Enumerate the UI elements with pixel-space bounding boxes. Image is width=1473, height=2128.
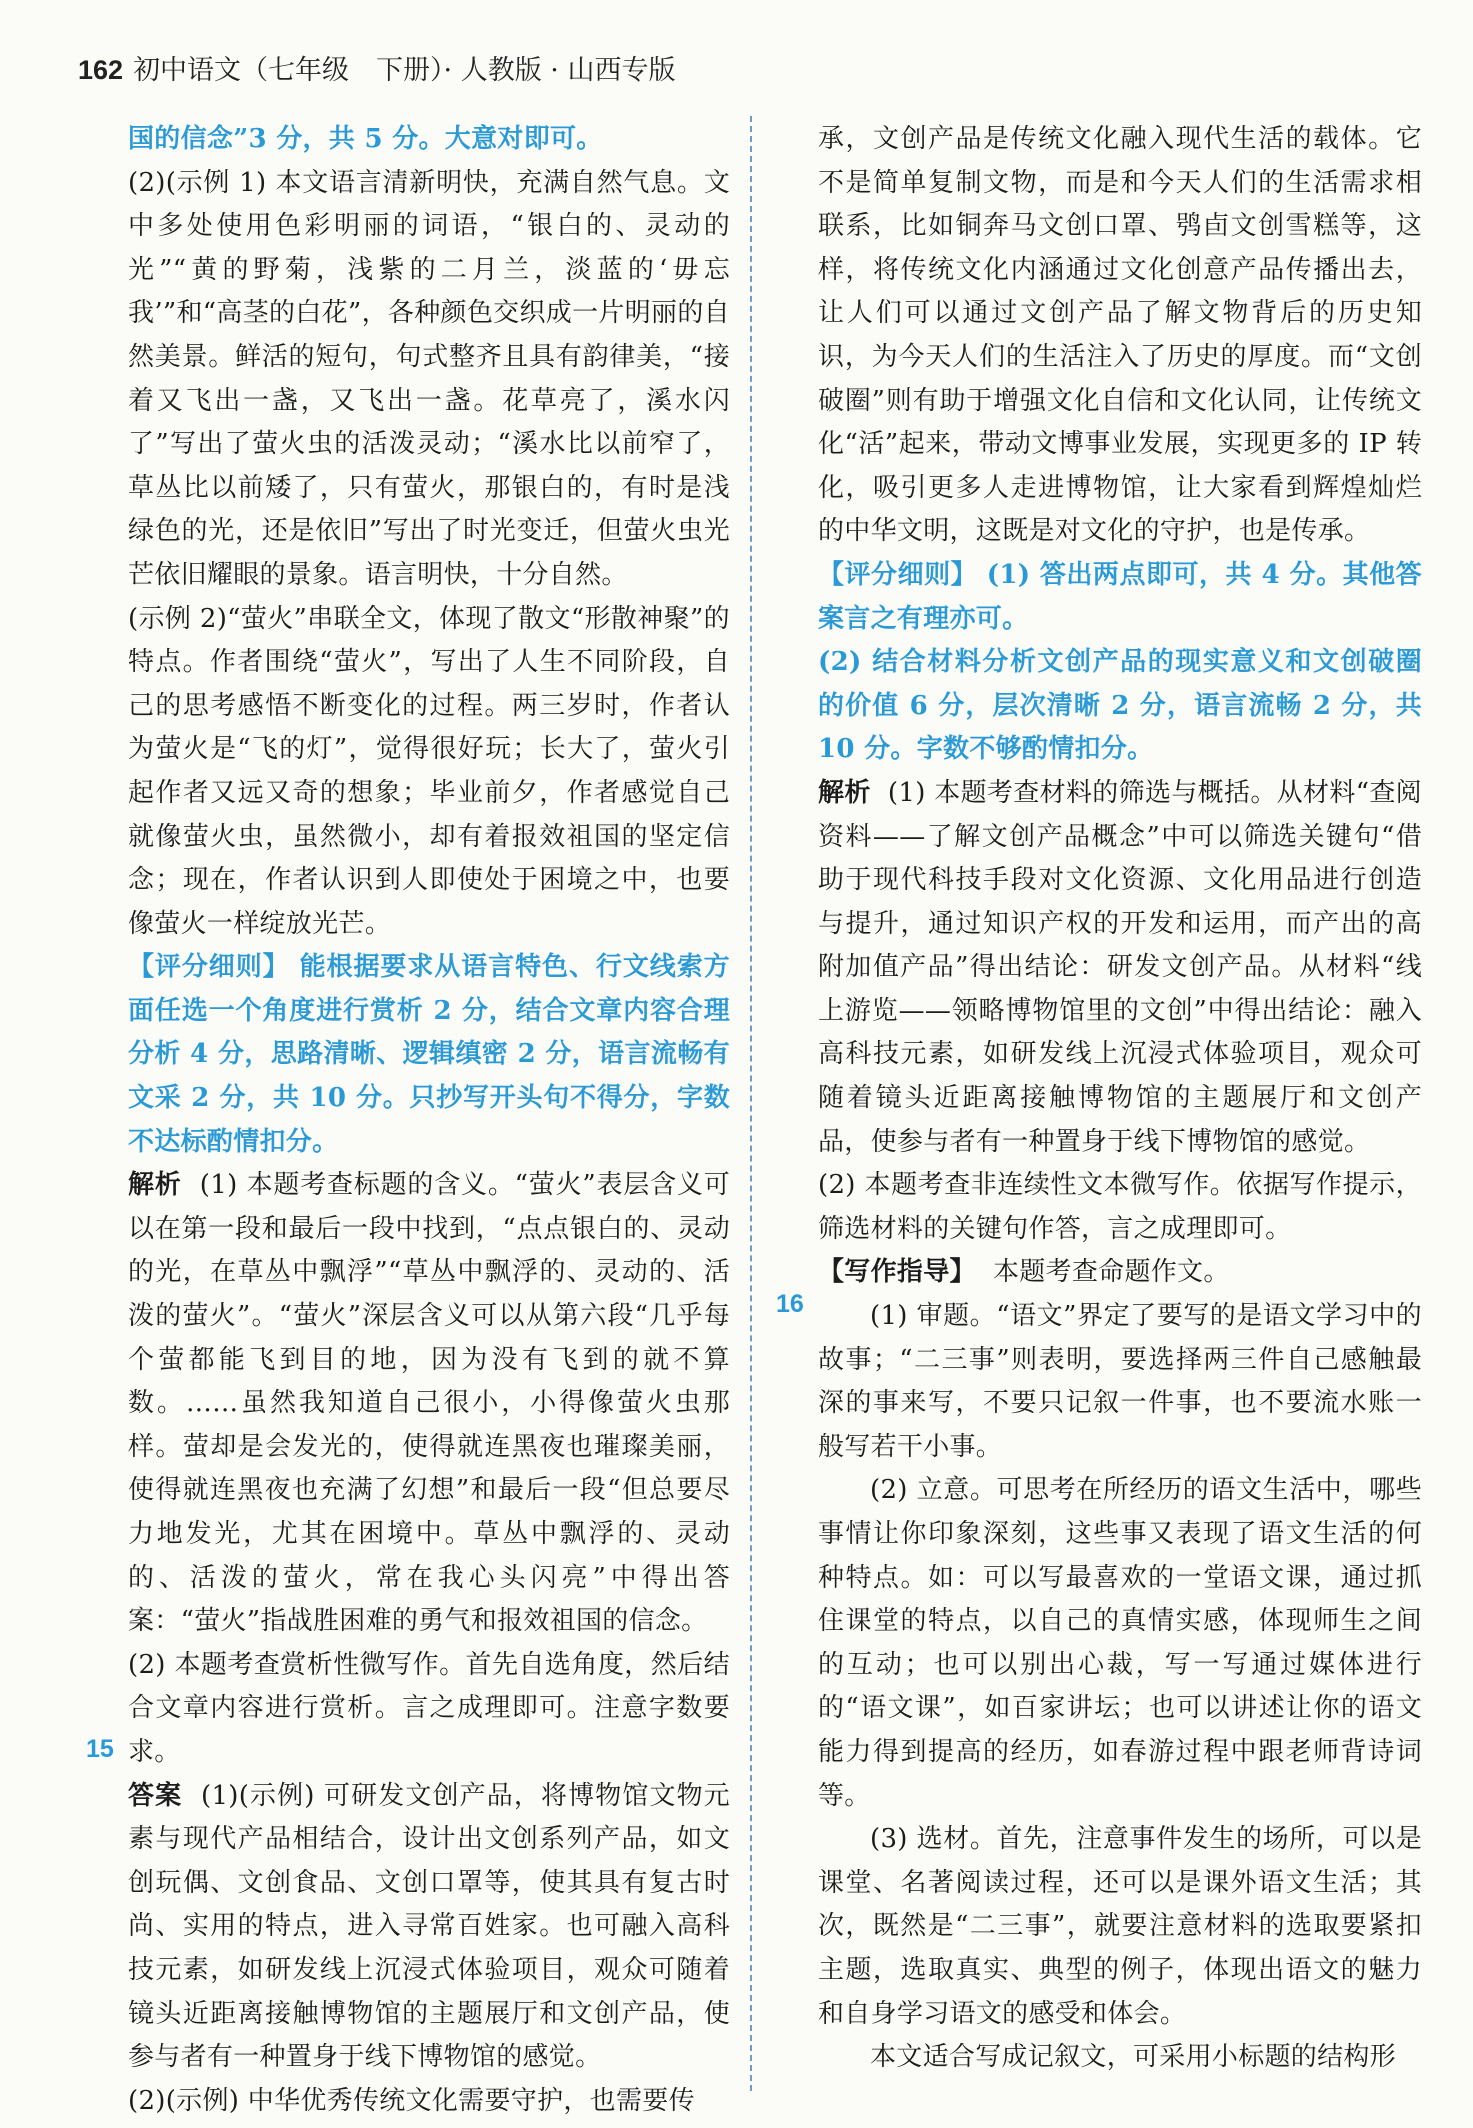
page-number: 162: [78, 55, 124, 85]
analysis-15-2: (2) 本题考查非连续性文本微写作。依据写作提示，筛选材料的关键句作答，言之成理即可。: [818, 1170, 1422, 1244]
column-divider: [750, 116, 752, 2091]
analysis-text: (1) 本题考查标题的含义。“萤火”表层含义可以在第一段和最后一段中找到，“点点银白的、灵动的光，在草丛中飘浮”“草丛中飘浮的、灵动的、活泼的萤火”。“萤火”深层含义可以从第六段“几乎每个萤都能飞到目的地，因为没有飞到的就不算数。……虽然我知道自己很小，小得像萤火虫那样。萤却是会发光的，使得就连黑夜也璀璨美丽，使得就连黑夜也充满了幻想”和最后一段“但总要尽力地发光，尤其在困境中。草丛中飘浮的、灵动的、活泼的萤火，常在我心头闪亮”中得出答案：“萤火”指战胜困难的勇气和报效祖国的信念。: [128, 1170, 731, 1637]
example-1: (2)(示例 1) 本文语言清新明快，充满自然气息。文中多处使用色彩明丽的词语，“银白的、灵动的光”“黄的野菊，浅紫的二月兰，淡蓝的‘毋忘我’”和“高茎的白花”，各种颜色交织成一片明丽的自然美景。鲜活的短句，句式整齐且具有韵律美，“接着又飞出一盏，又飞出一盏。花草亮了，溪水闪了”写出了萤火虫的活泼灵动；“溪水比以前窄了，草丛比以前矮了，只有萤火，那银白的，有时是浅绿色的光，还是依旧”写出了时光变迁，但萤火虫光芒依旧耀眼的景象。语言明快，十分自然。: [128, 167, 730, 590]
rubric-text-2: (2) 结合材料分析文创产品的现实意义和文创破圈的价值 6 分，层次清晰 2 分，语言流畅 2 分，共 10 分。字数不够酌情扣分。: [818, 647, 1422, 765]
analysis-2: (2) 本题考查赏析性微写作。首先自选角度，然后结合文章内容进行赏析。言之成理即可。注意字数要求。: [128, 1649, 730, 1767]
guide-step-2: (2) 立意。可思考在所经历的语文生活中，哪些事情让你印象深刻，这些事又表现了语文生活的何种特点。如：可以写最喜欢的一堂语文课，通过抓住课堂的特点，以自己的真情实感，体现师生之间的互动；也可以别出心裁，写一写通过媒体进行的“语文课”，如百家讲坛；也可以讲述让你的语文能力得到提高的经历，如春游过程中跟老师背诗词等。: [818, 1475, 1422, 1811]
page-header: [78, 48, 675, 88]
guide-intro: 本题考查命题作文。: [992, 1257, 1230, 1288]
example-2: (示例 2)“萤火”串联全文，体现了散文“形散神聚”的特点。作者围绕“萤火”，写出了人生不同阶段，自己的思考感悟不断变化的过程。两三岁时，作者认为萤火是“飞的灯”，觉得很好玩；长大了，萤火引起作者又远又奇的想象；毕业前夕，作者感觉自己就像萤火虫，虽然微小，却有着报效祖国的坚定信念；现在，作者认识到人即使处于困境之中，也要像萤火一样绽放光芒。: [128, 603, 730, 939]
analysis-text: (1) 本题考查材料的筛选与概括。从材料“查阅资料——了解文创产品概念”中可以筛选关键句“借助于现代科技手段对文化资源、文化用品进行创造与提升，通过知识产权的开发和运用，而产出的高附加值产品”得出结论：研发文创产品。从材料“线上游览——领略博物馆里的文创”中得出结论：融入高科技元素，如研发线上沉浸式体验项目，观众可随着镜头近距离接触博物馆的主题展厅和文创产品，使参与者有一种置身于线下博物馆的感觉。: [818, 777, 1422, 1157]
answer-continuation: 国的信念”3 分，共 5 分。大意对即可。: [128, 124, 603, 154]
answer-15-continued: 承，文创产品是传统文化融入现代生活的载体。它不是简单复制文物，而是和今天人们的生活需求相联系，比如铜奔马文创口罩、鸮卣文创雪糕等，这样，将传统文化内涵通过文化创意产品传播出去，让人们可以通过文创产品了解文物背后的历史知识，为今天人们的生活注入了历史的厚度。而“文创破圈”则有助于增强文化自信和文化认同，让传统文化“活”起来，带动文博事业发展，实现更多的 IP 转化，吸引更多人走进博物馆，让大家看到辉煌灿烂的中华文明，这既是对文化的守护，也是传承。: [818, 124, 1422, 547]
question-16-number: 16: [776, 1290, 804, 1318]
guide-step-4: 本文适合写成记叙文，可采用小标题的结构形: [870, 2042, 1397, 2073]
answer-tag: 答案: [128, 1780, 183, 1811]
answer-text: (1)(示例) 可研发文创产品，将博物馆文物元素与现代产品相结合，设计出文创系列产品，如文创玩偶、文创食品、文创口罩等，使其具有复古时尚、实用的特点，进入寻常百姓家。也可融入高科技元素，如研发线上沉浸式体验项目，观众可随着镜头近距离接触博物馆的主题展厅和文创产品，使参与者有一种置身于线下博物馆的感觉。: [128, 1780, 730, 2073]
guide-tag: 【写作指导】: [818, 1257, 976, 1288]
rubric-text-1: (1) 答出两点即可，共 4 分。其他答案言之有理亦可。: [818, 559, 1422, 634]
guide-step-3: (3) 选材。首先，注意事件发生的场所，可以是课堂、名著阅读过程，还可以是课外语文生活；其次，既然是“二三事”，就要注意材料的选取要紧扣主题，选取真实、典型的例子，体现出语文的魅力和自身学习语文的感受和体会。: [818, 1824, 1422, 2029]
question-15-number: 15: [86, 1735, 114, 1763]
book-title: 初中语文（七年级 下册）· 人教版 · 山西专版: [133, 55, 676, 86]
answer-15: [128, 1775, 730, 2080]
right-column: [818, 118, 1422, 2080]
rubric-text: 能根据要求从语言特色、行文线索方面任选一个角度进行赏析 2 分，结合文章内容合理分析 4 分，思路清晰、逻辑缜密 2 分，语言流畅有文采 2 分，共 10 分。只抄写开头句不得分，字数不达标酌情扣分。: [128, 952, 730, 1157]
answer-15-part2: (2)(示例) 中华优秀传统文化需要守护，也需要传: [128, 2085, 695, 2116]
guide-step-1: (1) 审题。“语文”界定了要写的是语文学习中的故事；“二三事”则表明，要选择两三件自己感触最深的事来写，不要只记叙一件事，也不要流水账一般写若干小事。: [818, 1301, 1422, 1462]
rubric-tag: 【评分细则】: [128, 952, 290, 983]
analysis-tag: 解析: [818, 777, 871, 808]
analysis-tag: 解析: [128, 1170, 182, 1201]
rubric-block-1: [818, 554, 1422, 641]
rubric-tag: 【评分细则】: [818, 559, 978, 590]
analysis-15-1: [818, 772, 1422, 1164]
left-column: [128, 118, 730, 2123]
rubric-block: [128, 946, 730, 1164]
analysis-1: [128, 1164, 730, 1644]
writing-guide: [818, 1251, 1422, 1295]
